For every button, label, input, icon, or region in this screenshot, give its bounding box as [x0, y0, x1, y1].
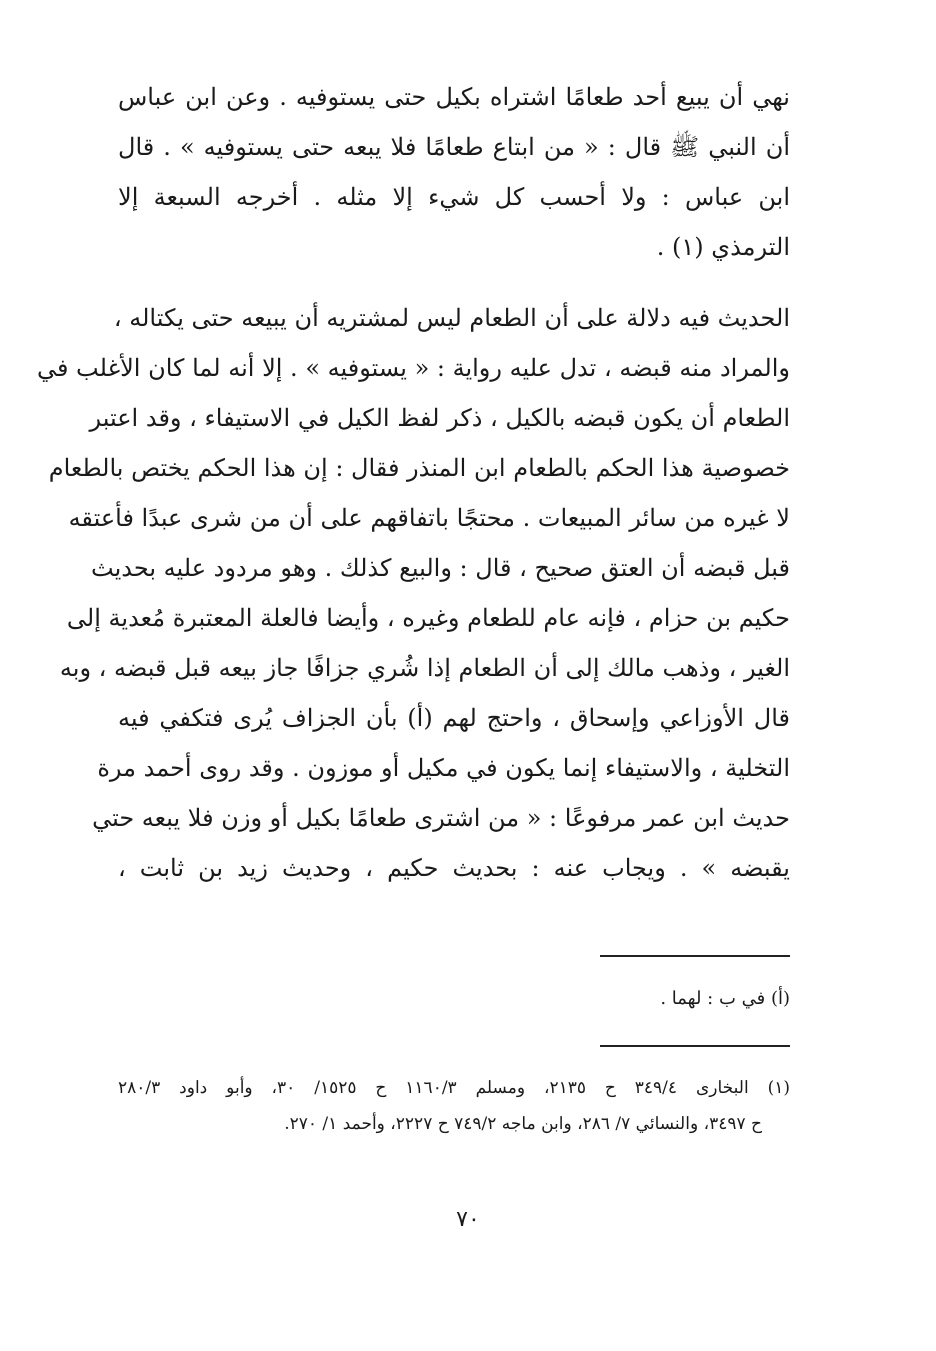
text-line: ابن عباس : ولا أحسب كل شيء إلا مثله . أخرجه السبعة إلا — [118, 183, 790, 211]
footnote-line: (١) البخارى ٣٤٩/٤ ح ٢١٣٥، ومسلم ١١٦٠/٣ ح ١٥٢٥/ ٣٠، وأبو داود ٢٨٠/٣ — [118, 1078, 790, 1098]
text-line: الغير ، وذهب مالك إلى أن الطعام إذا شُري جزافًا جاز بيعه قبل قبضه ، وبه — [59, 654, 790, 682]
footnote-separator — [600, 1045, 790, 1047]
text-line: قال الأوزاعي وإسحاق ، واحتج لهم (أ) بأن الجزاف يُرى فتكفي فيه — [118, 704, 790, 732]
text-line: حكيم بن حزام ، فإنه عام للطعام وغيره ، وأيضا فالعلة المعتبرة مُعدية إلى — [66, 604, 790, 632]
paragraph-commentary — [36, 293, 790, 893]
text-line: الحديث فيه دلالة على أن الطعام ليس لمشتريه أن يبيعه حتى يكتاله ، — [113, 304, 790, 332]
text-line: خصوصية هذا الحكم بالطعام ابن المنذر فقال : إن هذا الحكم يختص بالطعام — [48, 454, 790, 482]
text-line: لا غيره من سائر المبيعات . محتجًا باتفاقهم على أن من شرى عبدًا فأعتقه — [68, 504, 790, 532]
text-line: حديث ابن عمر مرفوعًا : « من اشترى طعامًا بكيل أو وزن فلا يبعه حتي — [92, 804, 790, 832]
text-line: أن النبي ﷺ قال : « من ابتاع طعامًا فلا يبعه حتى يستوفيه » . قال — [118, 133, 790, 161]
text-line: يقبضه » . ويجاب عنه : بحديث حكيم ، وحديث زيد بن ثابت ، — [118, 854, 790, 882]
footnote-variant-reading: (أ) في ب : لهما . — [660, 988, 790, 1009]
text-line: نهي أن يبيع أحد طعامًا اشتراه بكيل حتى يستوفيه . وعن ابن عباس — [118, 83, 790, 111]
text-line: قبل قبضه أن العتق صحيح ، قال : والبيع كذلك . وهو مردود عليه بحديث — [91, 554, 790, 582]
page-number: ٧٠ — [456, 1207, 480, 1232]
text-line: الطعام أن يكون قبضه بالكيل ، ذكر لفظ الكيل في الاستيفاء ، وقد اعتبر — [89, 404, 790, 432]
paragraph-hadith-text — [118, 72, 790, 272]
text-line: والمراد منه قبضه ، تدل عليه رواية : « يستوفيه » . إلا أنه لما كان الأغلب في — [36, 354, 790, 382]
footnote-references — [118, 1070, 790, 1142]
text-line: التخلية ، والاستيفاء إنما يكون في مكيل أو موزون . وقد روى أحمد مرة — [97, 754, 790, 782]
footnote-separator — [600, 955, 790, 957]
footnote-line: ح ٣٤٩٧، والنسائي ٧/ ٢٨٦، وابن ماجه ٧٤٩/٢ ح ٢٢٢٧، وأحمد ١/ ٢٧٠. — [284, 1114, 762, 1134]
text-line: الترمذي (١) . — [656, 233, 790, 261]
